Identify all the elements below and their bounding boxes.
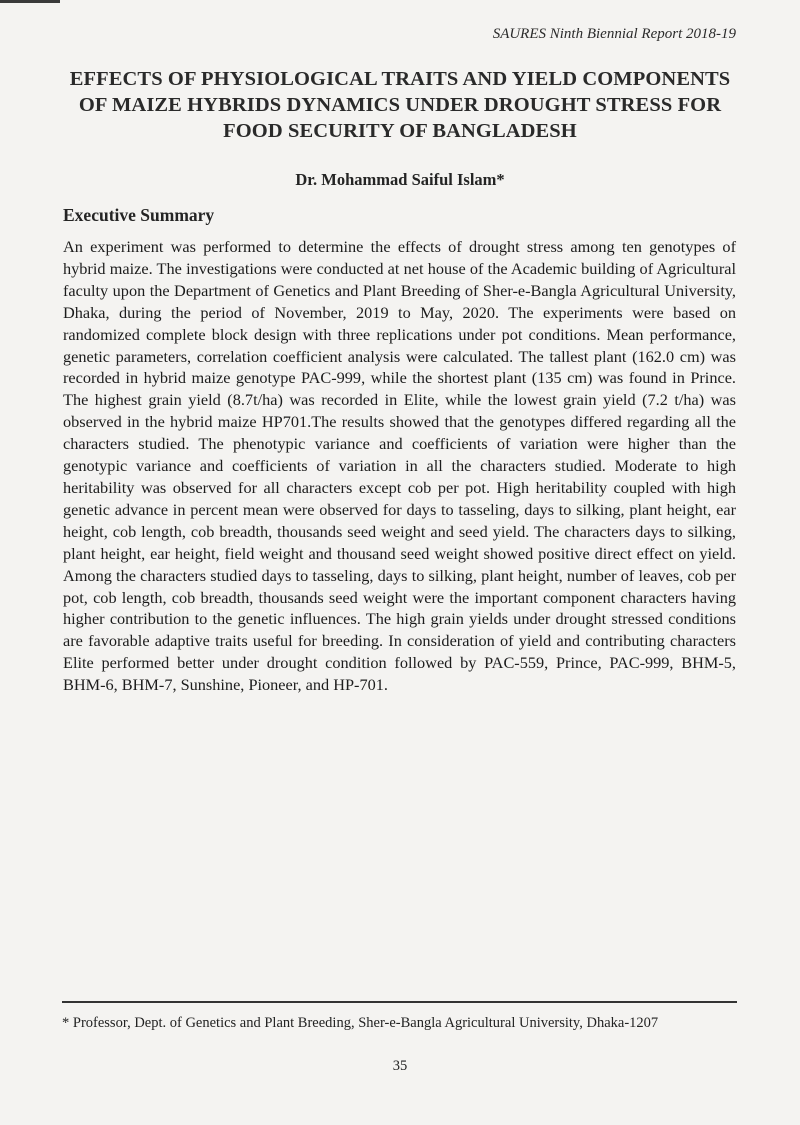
summary-paragraph: An experiment was performed to determine the effects of drought stress among ten genotypes of hybrid maize. The investigations were conducted at net house of the Academic building of Agricultural faculty upon the Department of Genetics and Plant Breeding of Sher-e-Bangla Agricultural University, Dhaka, during the period of November, 2019 to May, 2020. The experiments were based on randomized complete block design with three replications under pot conditions. Mean performance, genetic parameters, correlation coefficient analysis were calculated. The tallest plant (162.0 cm) was recorded in hybrid maize genotype PAC-999, while the shortest plant (135 cm) was found in Prince. The highest grain yield (8.7t/ha) was recorded in Elite, while the lowest grain yield (7.2 t/ha) was observed in the hybrid maize HP701.The results showed that the genotypes differed regarding all the characters studied. The phenotypic variance and coefficients of variation were higher than the genotypic variance and coefficients of variation in all the characters studied. Moderate to high heritability was observed for all characters except cob per pot. High heritability coupled with high genetic advance in percent mean were observed for days to tasseling, days to silking, plant height, ear height, cob length, cob breadth, thousands seed weight and seed yield. The characters days to silking, plant height, ear height, field weight and thousand seed weight showed positive direct effect on yield. Among the characters studied days to tasseling, days to silking, plant height, number of leaves, cob per pot, cob length, cob breadth, thousands seed weight were the important component characters having higher contribution to the genetic influences. The high grain yields under drought stressed conditions are favorable adaptive traits useful for breeding. In consideration of yield and contributing characters Elite performed better under drought condition followed by PAC-559, Prince, PAC-999, BHM-5, BHM-6, BHM-7, Sunshine, Pioneer, and HP-701. — [63, 237, 736, 695]
running-head: SAURES Ninth Biennial Report 2018-19 — [492, 26, 736, 42]
scan-edge-mark — [0, 0, 60, 3]
page-number: 35 — [392, 1058, 408, 1074]
footnote: * Professor, Dept. of Genetics and Plant Breeding, Sher-e-Bangla Agricultural University, Dhaka-1207 — [62, 1015, 659, 1031]
author-name: Dr. Mohammad Saiful Islam* — [295, 170, 505, 189]
section-heading: Executive Summary — [63, 205, 215, 225]
article-title: EFFECTS OF PHYSIOLOGICAL TRAITS AND YIELD COMPONENTS OF MAIZE HYBRIDS DYNAMICS UNDER DROUGHT STRESS FOR FOOD SECURITY OF BANGLADESH — [69, 68, 731, 142]
footnote-divider — [62, 1001, 737, 1003]
